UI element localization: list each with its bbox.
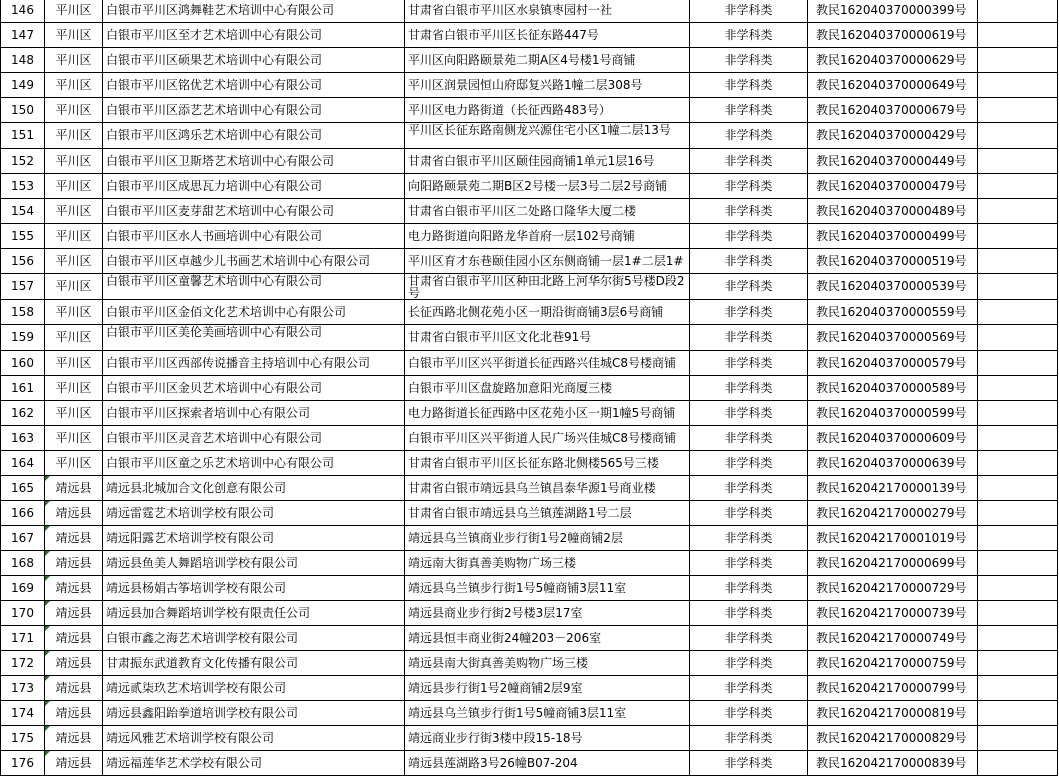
table-row: [1, 501, 1058, 526]
license-number-cell[interactable]: 教民162040370000449号: [808, 149, 978, 174]
table-row: [1, 48, 1058, 73]
row-number[interactable]: 160: [1, 351, 45, 376]
address-cell[interactable]: 白银市平川区盘旋路加意阳光商厦三楼: [405, 376, 690, 401]
table-row: [1, 98, 1058, 123]
address-cell[interactable]: 平川区向阳路颐景苑二期A区4号楼1号商铺: [405, 48, 690, 73]
license-number-cell[interactable]: 教民162042170000139号: [808, 476, 978, 501]
license-number-cell[interactable]: 教民162040370000609号: [808, 426, 978, 451]
license-number-cell[interactable]: 教民162040370000569号: [808, 325, 978, 351]
district-cell[interactable]: 靖远县: [45, 751, 103, 776]
institution-name-cell[interactable]: 白银市平川区至才艺术培训中心有限公司: [103, 23, 405, 48]
table-row: [1, 249, 1058, 274]
empty-cell[interactable]: [978, 476, 1058, 501]
category-cell[interactable]: 非学科类: [690, 551, 808, 576]
row-number[interactable]: 165: [1, 476, 45, 501]
district-cell[interactable]: 平川区: [45, 23, 103, 48]
table-row: [1, 123, 1058, 149]
district-cell[interactable]: 平川区: [45, 48, 103, 73]
address-cell[interactable]: 靖远县步行街1号2幢商铺2层9室: [405, 676, 690, 701]
district-cell[interactable]: 靖远县: [45, 601, 103, 626]
empty-cell[interactable]: [978, 726, 1058, 751]
address-cell[interactable]: 向阳路颐景苑二期B区2号楼一层3号二层2号商铺: [405, 174, 690, 199]
institution-name-cell[interactable]: 白银市平川区水人书画培训中心有限公司: [103, 224, 405, 249]
license-number-cell[interactable]: 教民162042170000279号: [808, 501, 978, 526]
district-cell[interactable]: 平川区: [45, 0, 103, 23]
empty-cell[interactable]: [978, 274, 1058, 300]
institution-name-cell[interactable]: 靖远贰柒玖艺术培训学校有限公司: [103, 676, 405, 701]
address-cell[interactable]: 靖远县莲湖路3号26幢B07-204: [405, 751, 690, 776]
category-cell[interactable]: 非学科类: [690, 300, 808, 325]
table-row: [1, 376, 1058, 401]
district-cell[interactable]: 靖远县: [45, 576, 103, 601]
institution-name-cell[interactable]: 白银市平川区童馨艺术培训中心有限公司: [103, 274, 405, 300]
row-number[interactable]: 173: [1, 676, 45, 701]
institution-name-cell[interactable]: 白银市平川区金佰文化艺术培训中心有限公司: [103, 300, 405, 325]
license-number-cell[interactable]: 教民162040370000579号: [808, 351, 978, 376]
empty-cell[interactable]: [978, 551, 1058, 576]
empty-cell[interactable]: [978, 751, 1058, 776]
table-row: [1, 73, 1058, 98]
district-cell[interactable]: 靖远县: [45, 526, 103, 551]
empty-cell[interactable]: [978, 426, 1058, 451]
table-row: [1, 224, 1058, 249]
license-number-cell[interactable]: 教民162042170000759号: [808, 651, 978, 676]
institution-name-cell[interactable]: 白银市平川区美伦美画培训中心有限公司: [103, 325, 405, 351]
table-row: [1, 199, 1058, 224]
district-cell[interactable]: 靖远县: [45, 551, 103, 576]
institution-name-cell[interactable]: 白银市平川区西部传说播音主持培训中心有限公司: [103, 351, 405, 376]
row-number[interactable]: 172: [1, 651, 45, 676]
license-number-cell[interactable]: 教民162042170000729号: [808, 576, 978, 601]
cell-marker-icon: [45, 601, 50, 606]
table-row: [1, 726, 1058, 751]
row-number[interactable]: 170: [1, 601, 45, 626]
row-number[interactable]: 162: [1, 401, 45, 426]
district-cell[interactable]: 靖远县: [45, 501, 103, 526]
row-number[interactable]: 168: [1, 551, 45, 576]
address-cell[interactable]: 电力路街道长征西路中区花苑小区一期1幢5号商铺: [405, 401, 690, 426]
table-row: [1, 174, 1058, 199]
district-cell[interactable]: 平川区: [45, 274, 103, 300]
empty-cell[interactable]: [978, 351, 1058, 376]
district-cell[interactable]: 平川区: [45, 249, 103, 274]
institution-name-cell[interactable]: 白银市平川区灵音艺术培训中心有限公司: [103, 426, 405, 451]
table-row: [1, 476, 1058, 501]
row-number[interactable]: 149: [1, 73, 45, 98]
district-cell[interactable]: 靖远县: [45, 651, 103, 676]
institution-name-cell[interactable]: 白银市平川区童之乐艺术培训中心有限公司: [103, 451, 405, 476]
license-number-cell[interactable]: 教民162040370000639号: [808, 451, 978, 476]
institution-name-cell[interactable]: 白银市平川区卫斯塔艺术培训中心有限公司: [103, 149, 405, 174]
empty-cell[interactable]: [978, 601, 1058, 626]
cell-marker-icon: [45, 701, 50, 706]
district-cell[interactable]: 靖远县: [45, 676, 103, 701]
license-number-cell[interactable]: 教民162042170000829号: [808, 726, 978, 751]
empty-cell[interactable]: [978, 626, 1058, 651]
institution-name-cell[interactable]: 靖远县北城加合文化创意有限公司: [103, 476, 405, 501]
row-number[interactable]: 148: [1, 48, 45, 73]
institution-name-cell[interactable]: 靖远雷霆艺术培训学校有限公司: [103, 501, 405, 526]
license-number-cell[interactable]: 教民162042170000739号: [808, 601, 978, 626]
cell-marker-icon: [45, 501, 50, 506]
license-number-cell[interactable]: 教民162040370000399号: [808, 0, 978, 23]
empty-cell[interactable]: [978, 701, 1058, 726]
category-cell[interactable]: 非学科类: [690, 73, 808, 98]
address-cell[interactable]: 甘肃省白银市平川区颐佳园商铺1单元1层16号: [405, 149, 690, 174]
row-number[interactable]: 146: [1, 0, 45, 23]
address-cell[interactable]: 靖远县南大街真善美购物广场三楼: [405, 651, 690, 676]
row-number[interactable]: 166: [1, 501, 45, 526]
address-cell[interactable]: 平川区润景园恒山府邸复兴路1幢二层308号: [405, 73, 690, 98]
category-cell[interactable]: 非学科类: [690, 576, 808, 601]
category-cell[interactable]: 非学科类: [690, 199, 808, 224]
category-cell[interactable]: 非学科类: [690, 626, 808, 651]
license-number-cell[interactable]: 教民162040370000559号: [808, 300, 978, 325]
table-row: [1, 576, 1058, 601]
address-cell[interactable]: 平川区育才东巷颐佳园小区东侧商铺一层1#二层1#: [405, 249, 690, 274]
address-cell[interactable]: 白银市平川区兴平街道人民广场兴佳城C8号楼商铺: [405, 426, 690, 451]
cell-marker-icon: [45, 526, 50, 531]
address-cell[interactable]: 平川区长征东路南侧龙兴源住宅小区1幢二层13号: [405, 123, 690, 149]
category-cell[interactable]: 非学科类: [690, 98, 808, 123]
institution-name-cell[interactable]: 靖远县鑫阳跆拳道培训学校有限公司: [103, 701, 405, 726]
category-cell[interactable]: 非学科类: [690, 249, 808, 274]
cell-marker-icon: [45, 676, 50, 681]
district-cell[interactable]: 平川区: [45, 98, 103, 123]
institution-name-cell[interactable]: 白银市平川区硕果艺术培训中心有限公司: [103, 48, 405, 73]
institution-name-cell[interactable]: 靖远县加合舞蹈培训学校有限责任公司: [103, 601, 405, 626]
row-number[interactable]: 155: [1, 224, 45, 249]
row-number[interactable]: 163: [1, 426, 45, 451]
empty-cell[interactable]: [978, 501, 1058, 526]
district-cell[interactable]: 平川区: [45, 73, 103, 98]
institution-name-cell[interactable]: 靖远福莲华艺术学校有限公司: [103, 751, 405, 776]
category-cell[interactable]: 非学科类: [690, 526, 808, 551]
table-row: [1, 351, 1058, 376]
institution-name-cell[interactable]: 白银市平川区鸿乐艺术培训中心有限公司: [103, 123, 405, 149]
address-cell[interactable]: 甘肃省白银市平川区种田北路上河华尔街5号楼D段2号: [405, 274, 690, 300]
district-cell[interactable]: 平川区: [45, 199, 103, 224]
district-cell[interactable]: 平川区: [45, 401, 103, 426]
row-number[interactable]: 171: [1, 626, 45, 651]
empty-cell[interactable]: [978, 249, 1058, 274]
row-number[interactable]: 152: [1, 149, 45, 174]
cell-marker-icon: [45, 726, 50, 731]
cell-marker-icon: [45, 626, 50, 631]
institution-name-cell[interactable]: 白银市平川区添艺艺术培训中心有限公司: [103, 98, 405, 123]
cell-marker-icon: [45, 551, 50, 556]
empty-cell[interactable]: [978, 376, 1058, 401]
table-row: [1, 626, 1058, 651]
empty-cell[interactable]: [978, 526, 1058, 551]
address-cell[interactable]: 电力路街道向阳路龙华首府一层102号商铺: [405, 224, 690, 249]
license-number-cell[interactable]: 教民162040370000479号: [808, 174, 978, 199]
license-number-cell[interactable]: 教民162040370000599号: [808, 401, 978, 426]
table-row: [1, 426, 1058, 451]
category-cell[interactable]: 非学科类: [690, 224, 808, 249]
category-cell[interactable]: 非学科类: [690, 726, 808, 751]
category-cell[interactable]: 非学科类: [690, 23, 808, 48]
row-number[interactable]: 164: [1, 451, 45, 476]
row-number[interactable]: 167: [1, 526, 45, 551]
category-cell[interactable]: 非学科类: [690, 0, 808, 23]
category-cell[interactable]: 非学科类: [690, 149, 808, 174]
institution-name-cell[interactable]: 白银市平川区卓越少儿书画艺术培训中心有限公司: [103, 249, 405, 274]
license-number-cell[interactable]: 教民162042170000799号: [808, 676, 978, 701]
address-cell[interactable]: 甘肃省白银市平川区文化北巷91号: [405, 325, 690, 351]
category-cell[interactable]: 非学科类: [690, 401, 808, 426]
table-row: [1, 551, 1058, 576]
category-cell[interactable]: 非学科类: [690, 325, 808, 351]
category-cell[interactable]: 非学科类: [690, 426, 808, 451]
category-cell[interactable]: 非学科类: [690, 123, 808, 149]
license-number-cell[interactable]: 教民162040370000539号: [808, 274, 978, 300]
institution-name-cell[interactable]: 靖远风雅艺术培训学校有限公司: [103, 726, 405, 751]
license-number-cell[interactable]: 教民162042170000749号: [808, 626, 978, 651]
empty-cell[interactable]: [978, 676, 1058, 701]
license-number-cell[interactable]: 教民162040370000629号: [808, 48, 978, 73]
address-cell[interactable]: 甘肃省白银市平川区水泉镇枣园村一社: [405, 0, 690, 23]
address-cell[interactable]: 靖远县乌兰镇商业步行街1号2幢商铺2层: [405, 526, 690, 551]
address-cell[interactable]: 白银市平川区兴平街道长征西路兴佳城C8号楼商铺: [405, 351, 690, 376]
district-cell[interactable]: 平川区: [45, 123, 103, 149]
empty-cell[interactable]: [978, 174, 1058, 199]
institution-name-cell[interactable]: 甘肃振东武道教育文化传播有限公司: [103, 651, 405, 676]
row-number[interactable]: 174: [1, 701, 45, 726]
empty-cell[interactable]: [978, 576, 1058, 601]
table-row: [1, 676, 1058, 701]
empty-cell[interactable]: [978, 123, 1058, 149]
district-cell[interactable]: 平川区: [45, 149, 103, 174]
license-number-cell[interactable]: 教民162042170000819号: [808, 701, 978, 726]
district-cell[interactable]: 靖远县: [45, 626, 103, 651]
table-row: [1, 651, 1058, 676]
empty-cell[interactable]: [978, 199, 1058, 224]
institution-name-cell[interactable]: 白银市平川区金贝艺术培训中心有限公司: [103, 376, 405, 401]
address-cell[interactable]: 靖远县乌兰镇步行街1号5幢商铺3层11室: [405, 701, 690, 726]
table-row: [1, 751, 1058, 776]
row-number[interactable]: 161: [1, 376, 45, 401]
row-number[interactable]: 153: [1, 174, 45, 199]
table-row: [1, 325, 1058, 351]
address-cell[interactable]: 靖远县商业步行街2号楼3层17室: [405, 601, 690, 626]
license-number-cell[interactable]: 教民162040370000619号: [808, 23, 978, 48]
district-cell[interactable]: 靖远县: [45, 726, 103, 751]
row-number[interactable]: 150: [1, 98, 45, 123]
category-cell[interactable]: 非学科类: [690, 451, 808, 476]
row-number[interactable]: 159: [1, 325, 45, 351]
table-row: [1, 0, 1058, 23]
table-row: [1, 149, 1058, 174]
category-cell[interactable]: 非学科类: [690, 174, 808, 199]
row-number[interactable]: 157: [1, 274, 45, 300]
license-number-cell[interactable]: 教民162040370000429号: [808, 123, 978, 149]
table-row: [1, 451, 1058, 476]
address-cell[interactable]: 甘肃省白银市靖远县乌兰镇昌泰华源1号商业楼: [405, 476, 690, 501]
row-number[interactable]: 151: [1, 123, 45, 149]
empty-cell[interactable]: [978, 325, 1058, 351]
cell-marker-icon: [45, 751, 50, 756]
table-row: [1, 701, 1058, 726]
institution-name-cell[interactable]: 靖远县鱼美人舞蹈培训学校有限公司: [103, 551, 405, 576]
category-cell[interactable]: 非学科类: [690, 274, 808, 300]
district-cell[interactable]: 平川区: [45, 174, 103, 199]
district-cell[interactable]: 平川区: [45, 300, 103, 325]
table-body: [1, 0, 1058, 776]
table-row: [1, 274, 1058, 300]
institution-name-cell[interactable]: 白银市平川区麦芽甜艺术培训中心有限公司: [103, 199, 405, 224]
license-number-cell[interactable]: 教民162040370000519号: [808, 249, 978, 274]
cell-marker-icon: [45, 651, 50, 656]
district-cell[interactable]: 平川区: [45, 224, 103, 249]
row-number[interactable]: 154: [1, 199, 45, 224]
address-cell[interactable]: 靖远南大街真善美购物广场三楼: [405, 551, 690, 576]
category-cell[interactable]: 非学科类: [690, 376, 808, 401]
category-cell[interactable]: 非学科类: [690, 601, 808, 626]
address-cell[interactable]: 平川区电力路街道（长征西路483号）: [405, 98, 690, 123]
district-cell[interactable]: 平川区: [45, 426, 103, 451]
institution-name-cell[interactable]: 白银市平川区成思瓦力培训中心有限公司: [103, 174, 405, 199]
category-cell[interactable]: 非学科类: [690, 676, 808, 701]
table-row: [1, 23, 1058, 48]
district-cell[interactable]: 靖远县: [45, 701, 103, 726]
address-cell[interactable]: 甘肃省白银市靖远县乌兰镇莲湖路1号二层: [405, 501, 690, 526]
row-number[interactable]: 176: [1, 751, 45, 776]
row-number[interactable]: 169: [1, 576, 45, 601]
empty-cell[interactable]: [978, 651, 1058, 676]
license-number-cell[interactable]: 教民162040370000499号: [808, 224, 978, 249]
institution-name-cell[interactable]: 白银市鑫之海艺术培训学校有限公司: [103, 626, 405, 651]
institution-name-cell[interactable]: 白银市平川区鸿舞鞋艺术培训中心有限公司: [103, 0, 405, 23]
license-number-cell[interactable]: 教民162042170000699号: [808, 551, 978, 576]
category-cell[interactable]: 非学科类: [690, 501, 808, 526]
empty-cell[interactable]: [978, 23, 1058, 48]
row-number[interactable]: 158: [1, 300, 45, 325]
category-cell[interactable]: 非学科类: [690, 476, 808, 501]
institution-name-cell[interactable]: 靖远县杨娟古筝培训学校有限公司: [103, 576, 405, 601]
district-cell[interactable]: 平川区: [45, 451, 103, 476]
empty-cell[interactable]: [978, 451, 1058, 476]
category-cell[interactable]: 非学科类: [690, 48, 808, 73]
table-row: [1, 601, 1058, 626]
address-cell[interactable]: 靖远县恒丰商业街24幢203－206室: [405, 626, 690, 651]
empty-cell[interactable]: [978, 73, 1058, 98]
category-cell[interactable]: 非学科类: [690, 701, 808, 726]
table-row: [1, 300, 1058, 325]
category-cell[interactable]: 非学科类: [690, 351, 808, 376]
empty-cell[interactable]: [978, 300, 1058, 325]
address-cell[interactable]: 甘肃省白银市平川区二处路口隆华大厦二楼: [405, 199, 690, 224]
license-number-cell[interactable]: 教民162042170000839号: [808, 751, 978, 776]
license-number-cell[interactable]: 教民162042170001019号: [808, 526, 978, 551]
address-cell[interactable]: 长征西路北侧花苑小区一期沿街商铺3层6号商铺: [405, 300, 690, 325]
empty-cell[interactable]: [978, 149, 1058, 174]
category-cell[interactable]: 非学科类: [690, 651, 808, 676]
district-cell[interactable]: 平川区: [45, 351, 103, 376]
license-number-cell[interactable]: 教民162040370000679号: [808, 98, 978, 123]
address-cell[interactable]: 靖远县乌兰镇步行街1号5幢商铺3层11室: [405, 576, 690, 601]
district-cell[interactable]: 平川区: [45, 325, 103, 351]
license-number-cell[interactable]: 教民162040370000589号: [808, 376, 978, 401]
cell-marker-icon: [45, 476, 50, 481]
district-cell[interactable]: 靖远县: [45, 476, 103, 501]
row-number[interactable]: 175: [1, 726, 45, 751]
row-number[interactable]: 156: [1, 249, 45, 274]
row-number[interactable]: 147: [1, 23, 45, 48]
license-number-cell[interactable]: 教民162040370000649号: [808, 73, 978, 98]
empty-cell[interactable]: [978, 224, 1058, 249]
category-cell[interactable]: 非学科类: [690, 751, 808, 776]
institution-name-cell[interactable]: 白银市平川区探索者培训中心有限公司: [103, 401, 405, 426]
empty-cell[interactable]: [978, 98, 1058, 123]
empty-cell[interactable]: [978, 0, 1058, 23]
cell-marker-icon: [45, 576, 50, 581]
institution-name-cell[interactable]: 白银市平川区铭优艺术培训中心有限公司: [103, 73, 405, 98]
address-cell[interactable]: 甘肃省白银市平川区长征东路447号: [405, 23, 690, 48]
license-number-cell[interactable]: 教民162040370000489号: [808, 199, 978, 224]
district-cell[interactable]: 平川区: [45, 376, 103, 401]
address-cell[interactable]: 甘肃省白银市平川区长征东路北侧楼565号三楼: [405, 451, 690, 476]
empty-cell[interactable]: [978, 401, 1058, 426]
table-row: [1, 526, 1058, 551]
empty-cell[interactable]: [978, 48, 1058, 73]
address-cell[interactable]: 靖远商业步行街3楼中段15-18号: [405, 726, 690, 751]
institution-name-cell[interactable]: 靖远阳露艺术培训学校有限公司: [103, 526, 405, 551]
table-row: [1, 401, 1058, 426]
